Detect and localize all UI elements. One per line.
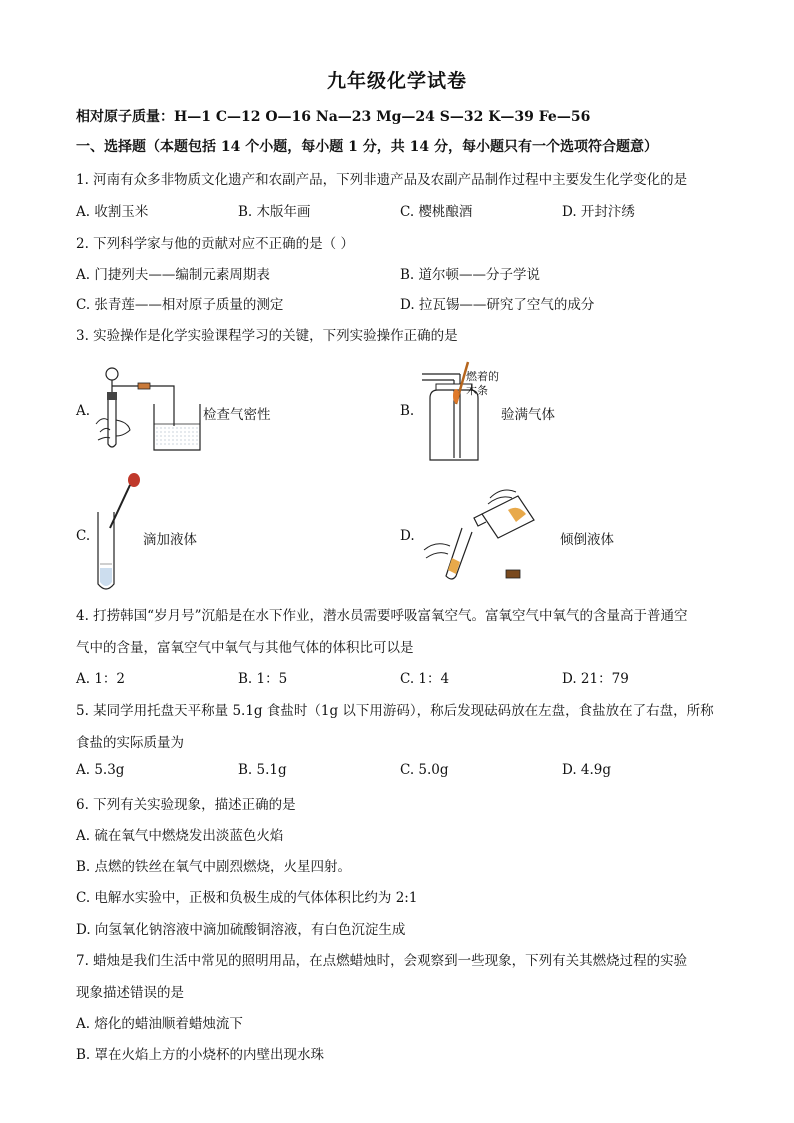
q3-caption-b: 验满气体: [501, 407, 555, 423]
q5-option-c: C. 5.0g: [400, 762, 449, 778]
q7-option-a: A. 熔化的蜡油顺着蜡烛流下: [76, 1016, 243, 1032]
page-title: 九年级化学试卷: [326, 70, 467, 92]
q4-option-a: A. 1：2: [76, 671, 126, 687]
question-4-line-1: 4. 打捞韩国“岁月号”沉船是在水下作业，潜水员需要呼吸富氧空气。富氧空气中氧气的含量高于普通空: [76, 608, 688, 624]
q3-caption-d: 倾倒液体: [560, 532, 614, 548]
airtightness-check-figure: [92, 360, 202, 456]
question-5-line-1: 5. 某同学用托盘天平称量 5.1g 食盐时（1g 以下用游码），称后发现砝码放在左盘，食盐放在了右盘，所称: [76, 703, 714, 719]
q6-option-b: B. 点燃的铁丝在氧气中剧烈燃烧，火星四射。: [76, 859, 352, 875]
q2-option-a: A. 门捷列夫——编制元素周期表: [76, 267, 270, 283]
q4-option-b: B. 1：5: [238, 671, 288, 687]
q3-caption-c: 滴加液体: [143, 532, 197, 548]
q5-option-a: A. 5.3g: [76, 762, 125, 778]
q5-option-d: D. 4.9g: [562, 762, 612, 778]
q3-option-c: C.: [76, 528, 91, 544]
q6-option-c: C. 电解水实验中，正极和负极生成的气体体积比约为 2:1: [76, 890, 418, 906]
q7-option-b: B. 罩在火焰上方的小烧杯的内壁出现水珠: [76, 1047, 325, 1063]
q3-option-b: B.: [400, 403, 415, 419]
question-7-line-2: 现象描述错误的是: [76, 985, 184, 1001]
q1-option-d: D. 开封汴绣: [562, 204, 635, 220]
question-1: 1. 河南有众多非物质文化遗产和农副产品，下列非遗产品及农副产品制作过程中主要发生化学变化的是: [76, 172, 688, 188]
question-4-line-2: 气中的含量，富氧空气中氧气与其他气体的体积比可以是: [76, 640, 414, 656]
burning-stick-label-1: 燃着的: [466, 370, 499, 383]
q2-option-b: B. 道尔顿——分子学说: [400, 267, 541, 283]
question-7-line-1: 7. 蜡烛是我们生活中常见的照明用品，在点燃蜡烛时，会观察到一些现象，下列有关其燃烧过程的实验: [76, 953, 688, 969]
q3-caption-a: 检查气密性: [203, 407, 271, 423]
q1-option-a: A. 收割玉米: [76, 204, 149, 220]
question-2: 2. 下列科学家与他的贡献对应不正确的是（ ）: [76, 236, 354, 252]
dropper-test-tube-figure: [92, 472, 142, 596]
atomic-masses: 相对原子质量：H—1 C—12 O—16 Na—23 Mg—24 S—32 K—39 Fe—56: [76, 109, 591, 125]
question-5-line-2: 食盐的实际质量为: [76, 735, 184, 751]
question-3: 3. 实验操作是化学实验课程学习的关键，下列实验操作正确的是: [76, 328, 458, 344]
q3-option-d: D.: [400, 528, 415, 544]
question-6: 6. 下列有关实验现象，描述正确的是: [76, 797, 296, 813]
q2-option-c: C. 张青莲——相对原子质量的测定: [76, 297, 284, 313]
pouring-liquid-figure: [422, 484, 538, 584]
section-heading: 一、选择题（本题包括 14 个小题，每小题 1 分，共 14 分，每小题只有一个选项符合题意）: [76, 139, 658, 155]
q6-option-d: D. 向氢氧化钠溶液中滴加硫酸铜溶液，有白色沉淀生成: [76, 922, 406, 938]
q6-option-a: A. 硫在氧气中燃烧发出淡蓝色火焰: [76, 828, 284, 844]
q5-option-b: B. 5.1g: [238, 762, 287, 778]
q1-option-c: C. 樱桃酿酒: [400, 204, 473, 220]
q1-option-b: B. 木版年画: [238, 204, 311, 220]
q2-option-d: D. 拉瓦锡——研究了空气的成分: [400, 297, 595, 313]
q4-option-d: D. 21：79: [562, 671, 629, 687]
burning-stick-label-2: 木条: [466, 384, 488, 397]
q3-option-a: A.: [76, 403, 91, 419]
q4-option-c: C. 1：4: [400, 671, 450, 687]
